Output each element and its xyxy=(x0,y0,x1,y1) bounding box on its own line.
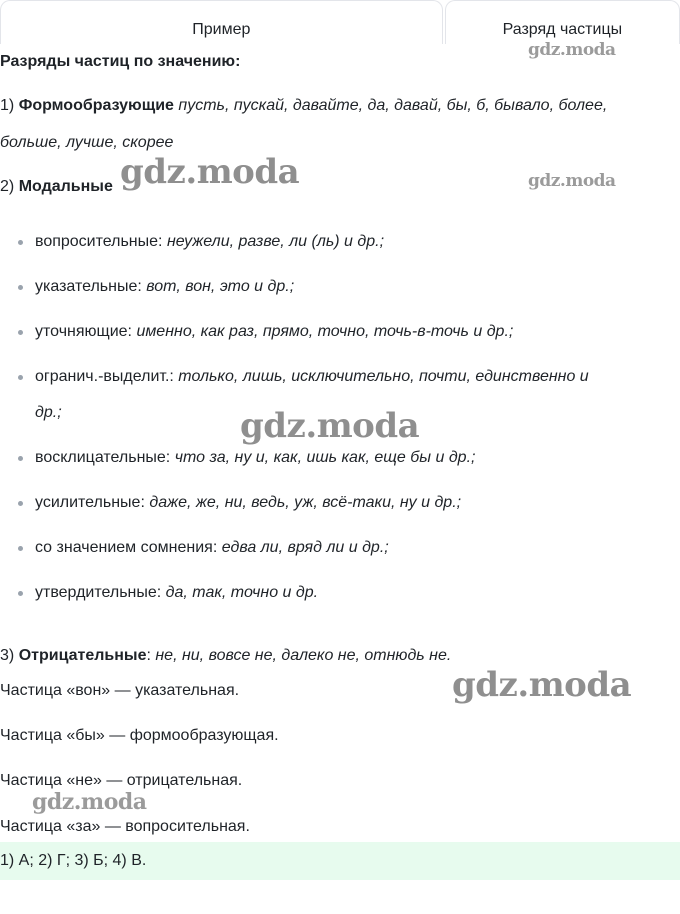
item-label: со значением сомнения: xyxy=(35,539,218,556)
watermark: gdz.moda xyxy=(452,665,632,705)
item-label: огранич.-выделит.: xyxy=(35,368,174,385)
item-examples: да, так, точно и др. xyxy=(165,584,319,601)
section-title: Модальные xyxy=(18,178,113,195)
watermark: gdz.moda xyxy=(240,406,420,446)
section-number: 3) xyxy=(0,647,15,664)
answer-box xyxy=(0,842,680,880)
watermark: gdz.moda xyxy=(528,171,616,191)
sentence: Частица «вон» — указательная. xyxy=(0,682,240,699)
sentence: Частица «за» — вопросительная. xyxy=(0,818,250,835)
section-negative xyxy=(0,647,451,665)
section-examples: пусть, пускай, давайте, да, давай, бы, б, бывало, более, xyxy=(178,97,608,114)
item-examples-cont: др.; xyxy=(35,404,62,421)
item-label: уточняющие: xyxy=(35,323,132,340)
item-label: утвердительные: xyxy=(35,584,162,601)
sentence: Частица «бы» — формообразующая. xyxy=(0,727,279,744)
item-label: восклицательные: xyxy=(35,449,171,466)
item-label: усилительные: xyxy=(35,494,145,511)
heading: Разряды частиц по значению: xyxy=(0,53,241,70)
watermark: gdz.moda xyxy=(32,789,147,815)
item-examples: именно, как раз, прямо, точно, точь-в-точь и др.; xyxy=(136,323,514,340)
section-examples-cont: больше, лучше, скорее xyxy=(0,134,174,151)
section-modal xyxy=(0,178,113,196)
bullet-icon xyxy=(18,375,23,380)
section-number: 1) xyxy=(0,97,15,114)
bullet-icon xyxy=(18,285,23,290)
bullet-icon xyxy=(18,501,23,506)
section-formative-cont xyxy=(0,134,173,152)
section-title: Формообразующие xyxy=(18,97,174,114)
bullet-icon xyxy=(18,591,23,596)
sentence: Частица «не» — отрицательная. xyxy=(0,772,243,789)
bullet-icon xyxy=(18,330,23,335)
section-number: 2) xyxy=(0,178,15,195)
bullet-icon xyxy=(18,546,23,551)
item-examples: что за, ну и, как, ишь как, еще бы и др.; xyxy=(174,449,476,466)
item-examples: только, лишь, исключительно, почти, единственно и xyxy=(178,368,589,385)
colon: : xyxy=(146,647,151,664)
answer-text: 1) А; 2) Г; 3) Б; 4) В. xyxy=(0,852,147,869)
item-examples: едва ли, вряд ли и др.; xyxy=(221,539,389,556)
item-examples: даже, же, ни, ведь, уж, всё-таки, ну и др.; xyxy=(149,494,462,511)
item-examples: вот, вон, это и др.; xyxy=(146,278,295,295)
item-label: вопросительные: xyxy=(35,233,163,250)
watermark: gdz.moda xyxy=(120,152,300,192)
section-formative xyxy=(0,97,607,115)
bullet-icon xyxy=(18,456,23,461)
item-examples: неужели, разве, ли (ль) и др.; xyxy=(166,233,385,250)
bullet-icon xyxy=(18,240,23,245)
tab-bar xyxy=(0,0,680,44)
tab-example[interactable]: Пример xyxy=(0,0,443,44)
item-label: указательные: xyxy=(35,278,142,295)
tab-particle-category[interactable]: Разряд частицы xyxy=(445,0,680,44)
section-title: Отрицательные xyxy=(18,647,147,664)
section-examples: не, ни, вовсе не, далеко не, отнюдь не. xyxy=(155,647,452,664)
watermark: gdz.moda xyxy=(528,40,616,60)
